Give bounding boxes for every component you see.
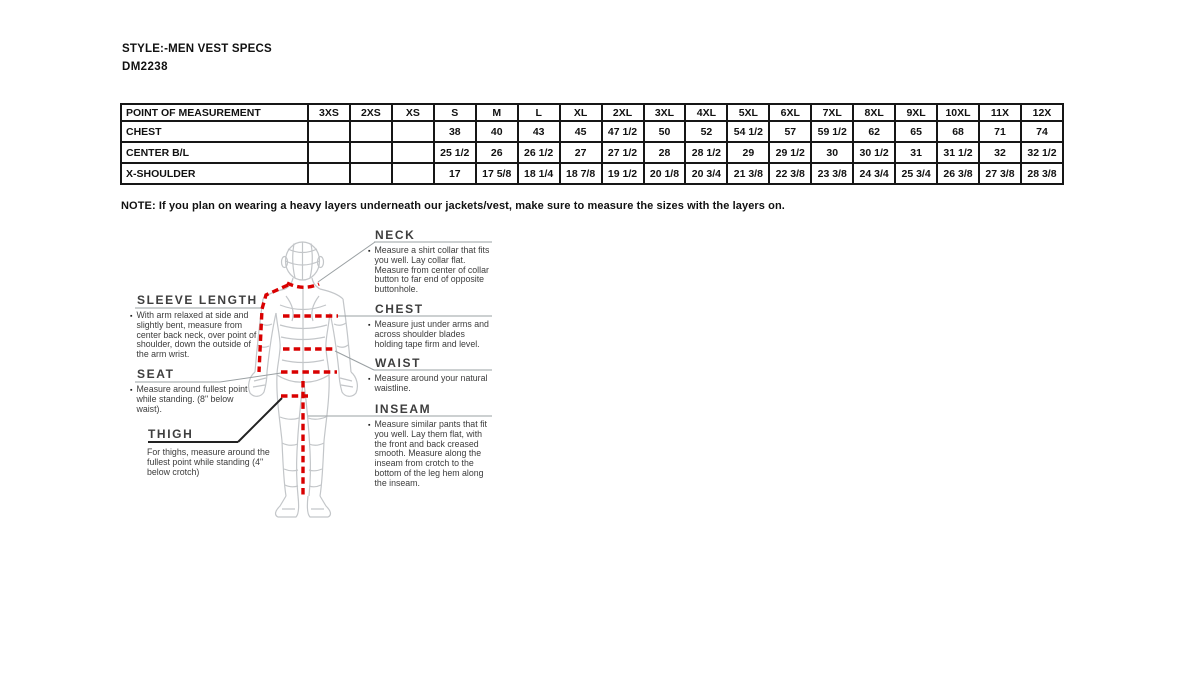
size-value-cell [350, 163, 392, 184]
size-value-cell: 65 [895, 121, 937, 142]
col-header-size: 9XL [895, 104, 937, 121]
label-seat-title: SEAT [137, 367, 175, 381]
table-row [121, 163, 1063, 184]
size-value-cell: 38 [434, 121, 476, 142]
col-header-size: 2XL [602, 104, 644, 121]
size-value-cell: 40 [476, 121, 518, 142]
note-text: NOTE: If you plan on wearing a heavy layers underneath our jackets/vest, make sure to measure the sizes with the layers on. [121, 200, 785, 212]
label-chest-text: ▪ Measure just under arms and across shoulder blades holding tape firm and level. [368, 319, 489, 349]
bullet-icon: ▪ [368, 376, 371, 383]
table-row [121, 142, 1063, 163]
col-header-size: 3XS [308, 104, 350, 121]
size-value-cell: 25 3/4 [895, 163, 937, 184]
row-label: X-SHOULDER [121, 163, 308, 184]
size-value-cell [392, 121, 434, 142]
size-value-cell: 68 [937, 121, 979, 142]
size-value-cell: 20 3/4 [685, 163, 727, 184]
size-value-cell: 22 3/8 [769, 163, 811, 184]
label-inseam-title: INSEAM [375, 402, 432, 416]
col-header-size: 3XL [644, 104, 686, 121]
row-label: CHEST [121, 121, 308, 142]
label-neck-title: NECK [375, 228, 416, 242]
label-thigh-title: THIGH [148, 427, 194, 441]
size-value-cell: 20 1/8 [644, 163, 686, 184]
size-value-cell [392, 142, 434, 163]
col-header-size: XS [392, 104, 434, 121]
label-sleeve-length-title: SLEEVE LENGTH [137, 293, 258, 307]
size-value-cell: 54 1/2 [727, 121, 769, 142]
label-chest-title: CHEST [375, 302, 424, 316]
label-waist-title: WAIST [375, 356, 421, 370]
table-header-row [121, 104, 1063, 121]
size-value-cell: 62 [853, 121, 895, 142]
col-header-size: 7XL [811, 104, 853, 121]
label-neck-text: ▪ Measure a shirt collar that fits you well. Lay collar flat. Measure from center of collar button to far end of opposite buttonhole. [368, 245, 490, 295]
label-waist-text: ▪ Measure around your natural waistline. [368, 373, 488, 393]
bullet-icon: ▪ [130, 387, 133, 394]
size-value-cell [350, 121, 392, 142]
size-value-cell: 74 [1021, 121, 1063, 142]
bullet-icon: ▪ [368, 248, 371, 255]
bullet-icon: ▪ [368, 422, 371, 429]
size-value-cell [308, 142, 350, 163]
size-value-cell: 26 [476, 142, 518, 163]
label-inseam-text: ▪ Measure similar pants that fit you well. Lay them flat, with the front and back creased smooth. Measure along the inseam from crotch to the bottom of the leg hem along the inseam. [368, 419, 487, 488]
size-value-cell: 28 3/8 [1021, 163, 1063, 184]
size-value-cell: 57 [769, 121, 811, 142]
col-header-size: 8XL [853, 104, 895, 121]
col-header-size: 5XL [727, 104, 769, 121]
size-value-cell [308, 121, 350, 142]
size-value-cell: 32 1/2 [1021, 142, 1063, 163]
col-header-size: L [518, 104, 560, 121]
label-thigh-text: For thighs, measure around the fullest point while standing (4" below crotch) [147, 447, 270, 477]
col-header-size: 12X [1021, 104, 1063, 121]
size-value-cell: 26 3/8 [937, 163, 979, 184]
size-value-cell [350, 142, 392, 163]
size-value-cell: 47 1/2 [602, 121, 644, 142]
size-value-cell: 59 1/2 [811, 121, 853, 142]
label-seat-text: ▪ Measure around fullest point while standing. (8" below waist). [130, 384, 248, 414]
size-value-cell: 31 [895, 142, 937, 163]
size-value-cell [392, 163, 434, 184]
size-value-cell: 23 3/8 [811, 163, 853, 184]
size-value-cell: 27 1/2 [602, 142, 644, 163]
size-value-cell: 24 3/4 [853, 163, 895, 184]
size-value-cell: 52 [685, 121, 727, 142]
size-value-cell: 30 [811, 142, 853, 163]
col-header-size: 10XL [937, 104, 979, 121]
size-value-cell: 29 [727, 142, 769, 163]
table-row [121, 121, 1063, 142]
document-title: STYLE:-MEN VEST SPECS [122, 43, 272, 55]
style-number: DM2238 [122, 61, 168, 73]
size-value-cell: 50 [644, 121, 686, 142]
col-header-size: 2XS [350, 104, 392, 121]
size-value-cell: 28 [644, 142, 686, 163]
size-value-cell: 21 3/8 [727, 163, 769, 184]
size-value-cell [308, 163, 350, 184]
size-value-cell: 27 [560, 142, 602, 163]
row-label: CENTER B/L [121, 142, 308, 163]
size-value-cell: 43 [518, 121, 560, 142]
col-header-size: 6XL [769, 104, 811, 121]
col-header-size: XL [560, 104, 602, 121]
size-value-cell: 25 1/2 [434, 142, 476, 163]
size-value-cell: 31 1/2 [937, 142, 979, 163]
size-value-cell: 71 [979, 121, 1021, 142]
bullet-icon: ▪ [130, 313, 133, 320]
col-header-size: S [434, 104, 476, 121]
bullet-icon: ▪ [368, 322, 371, 329]
size-value-cell: 29 1/2 [769, 142, 811, 163]
size-value-cell: 28 1/2 [685, 142, 727, 163]
size-table [120, 103, 1064, 185]
size-value-cell: 27 3/8 [979, 163, 1021, 184]
size-value-cell: 19 1/2 [602, 163, 644, 184]
size-value-cell: 30 1/2 [853, 142, 895, 163]
size-value-cell: 17 [434, 163, 476, 184]
size-value-cell: 32 [979, 142, 1021, 163]
col-header-size: 11X [979, 104, 1021, 121]
label-sleeve-length-text: ▪ With arm relaxed at side and slightly bent, measure from center back neck, over point of shoulder, down the outside of the arm wrist. [130, 310, 257, 360]
size-value-cell: 18 1/4 [518, 163, 560, 184]
size-value-cell: 17 5/8 [476, 163, 518, 184]
col-header-size: M [476, 104, 518, 121]
size-value-cell: 18 7/8 [560, 163, 602, 184]
size-value-cell: 45 [560, 121, 602, 142]
col-header-point-of-measurement: POINT OF MEASUREMENT [121, 104, 308, 121]
col-header-size: 4XL [685, 104, 727, 121]
size-value-cell: 26 1/2 [518, 142, 560, 163]
